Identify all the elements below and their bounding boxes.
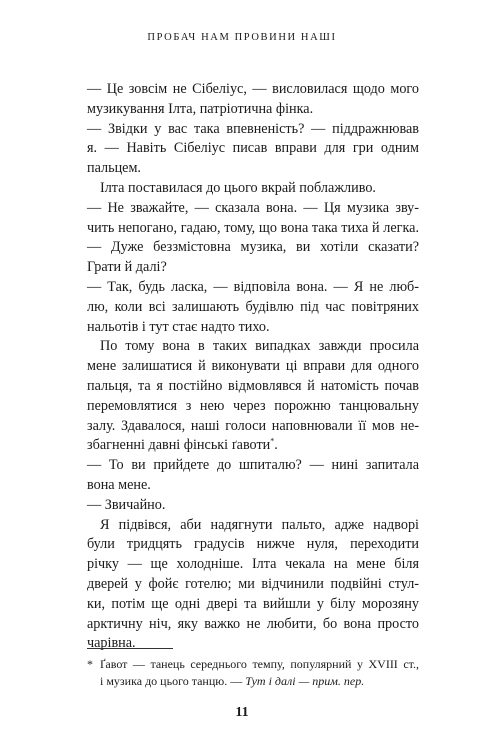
text-line: нальотів і тут стає надто тихо. bbox=[87, 318, 270, 335]
text-line: — Не зважайте, — сказала вона. — Ця музика зву- bbox=[87, 199, 419, 216]
text-line: чить непогано, гадаю, тому, що вона така тиха й легка. bbox=[87, 219, 419, 236]
footnote-note: Тут і далі — прим. пер. bbox=[245, 674, 365, 688]
text-line: я. — Навіть Сібеліус писав вправи для гри одним bbox=[87, 140, 419, 157]
text-line: залу. Здавалося, наші голоси наповнювали її мов не- bbox=[87, 417, 419, 434]
page-number: 11 bbox=[235, 705, 249, 720]
text-line: — Звичайно. bbox=[87, 496, 166, 513]
text-line: вона мене. bbox=[87, 476, 151, 493]
text-line: Грати й далі? bbox=[87, 259, 167, 276]
text-line-with-footnote bbox=[87, 436, 419, 456]
text-line: перемовлятися з нею через порожню танцювальну bbox=[87, 397, 419, 414]
text-line: Ілта поставилася до цього вкрай поблажливо. bbox=[100, 179, 376, 196]
text-line: — Це зовсім не Сібеліус, — висловилася щодо мого bbox=[87, 81, 419, 97]
running-header: ПРОБАЧ НАМ ПРОВИНИ НАШІ bbox=[147, 32, 337, 43]
text-line: пальцем. bbox=[87, 160, 141, 177]
footnote-mark: * bbox=[87, 657, 93, 671]
text-line: річку — ще холодніше. Ілта чекала на мене біля bbox=[87, 556, 419, 573]
footnote bbox=[87, 656, 419, 690]
text-line: мене залишатися й виконувати ці вправи для одного bbox=[87, 358, 419, 375]
text-line: ки, потім ще одні двері та вийшли у білу морозяну bbox=[87, 595, 419, 612]
text-line: — То ви прийдете до шпиталю? — нині запитала bbox=[87, 457, 419, 474]
footnote-text: Ґавот — танець середнього темпу, популярний у XVIII ст., bbox=[100, 657, 419, 671]
footnote-line bbox=[87, 673, 419, 690]
text-line: — Звідки у вас така впевненість? — піддражнював bbox=[87, 120, 419, 137]
text-line: дверей у фойє готелю; ми відчинили подвійні стул- bbox=[87, 575, 419, 592]
text-line: були тридцять градусів нижче нуля, переходити bbox=[87, 536, 419, 553]
text-line: збагненні давні фінські ґавоти bbox=[87, 437, 271, 454]
footnote-line bbox=[87, 656, 419, 673]
footnote-text: і музика до цього танцю. — bbox=[100, 674, 246, 688]
text-line: музикування Ілта, патріотична фінка. bbox=[87, 100, 314, 117]
text-line: — Так, будь ласка, — відповіла вона. — Я не люб- bbox=[87, 278, 419, 295]
text-line: Я підвівся, аби надягнути пальто, адже надворі bbox=[100, 516, 419, 533]
text-line: По тому вона в таких випадках завжди просила bbox=[100, 338, 419, 355]
text-line: лю, коли всі залишають будівлю під час повітряних bbox=[87, 298, 419, 315]
text-line: чарівна. bbox=[87, 635, 136, 652]
text-line: пальця, та я постійно відмовлявся й натомість почав bbox=[87, 377, 419, 394]
body-text bbox=[87, 80, 419, 654]
text-line: арктичну ніч, яку важко не любити, бо вона просто bbox=[87, 615, 419, 632]
footnote-reference: * bbox=[270, 436, 275, 446]
sentence-period: . bbox=[274, 437, 278, 454]
text-line: — Дуже беззмістовна музика, ви хотіли сказати? bbox=[87, 239, 419, 256]
footnote-divider bbox=[87, 648, 173, 649]
